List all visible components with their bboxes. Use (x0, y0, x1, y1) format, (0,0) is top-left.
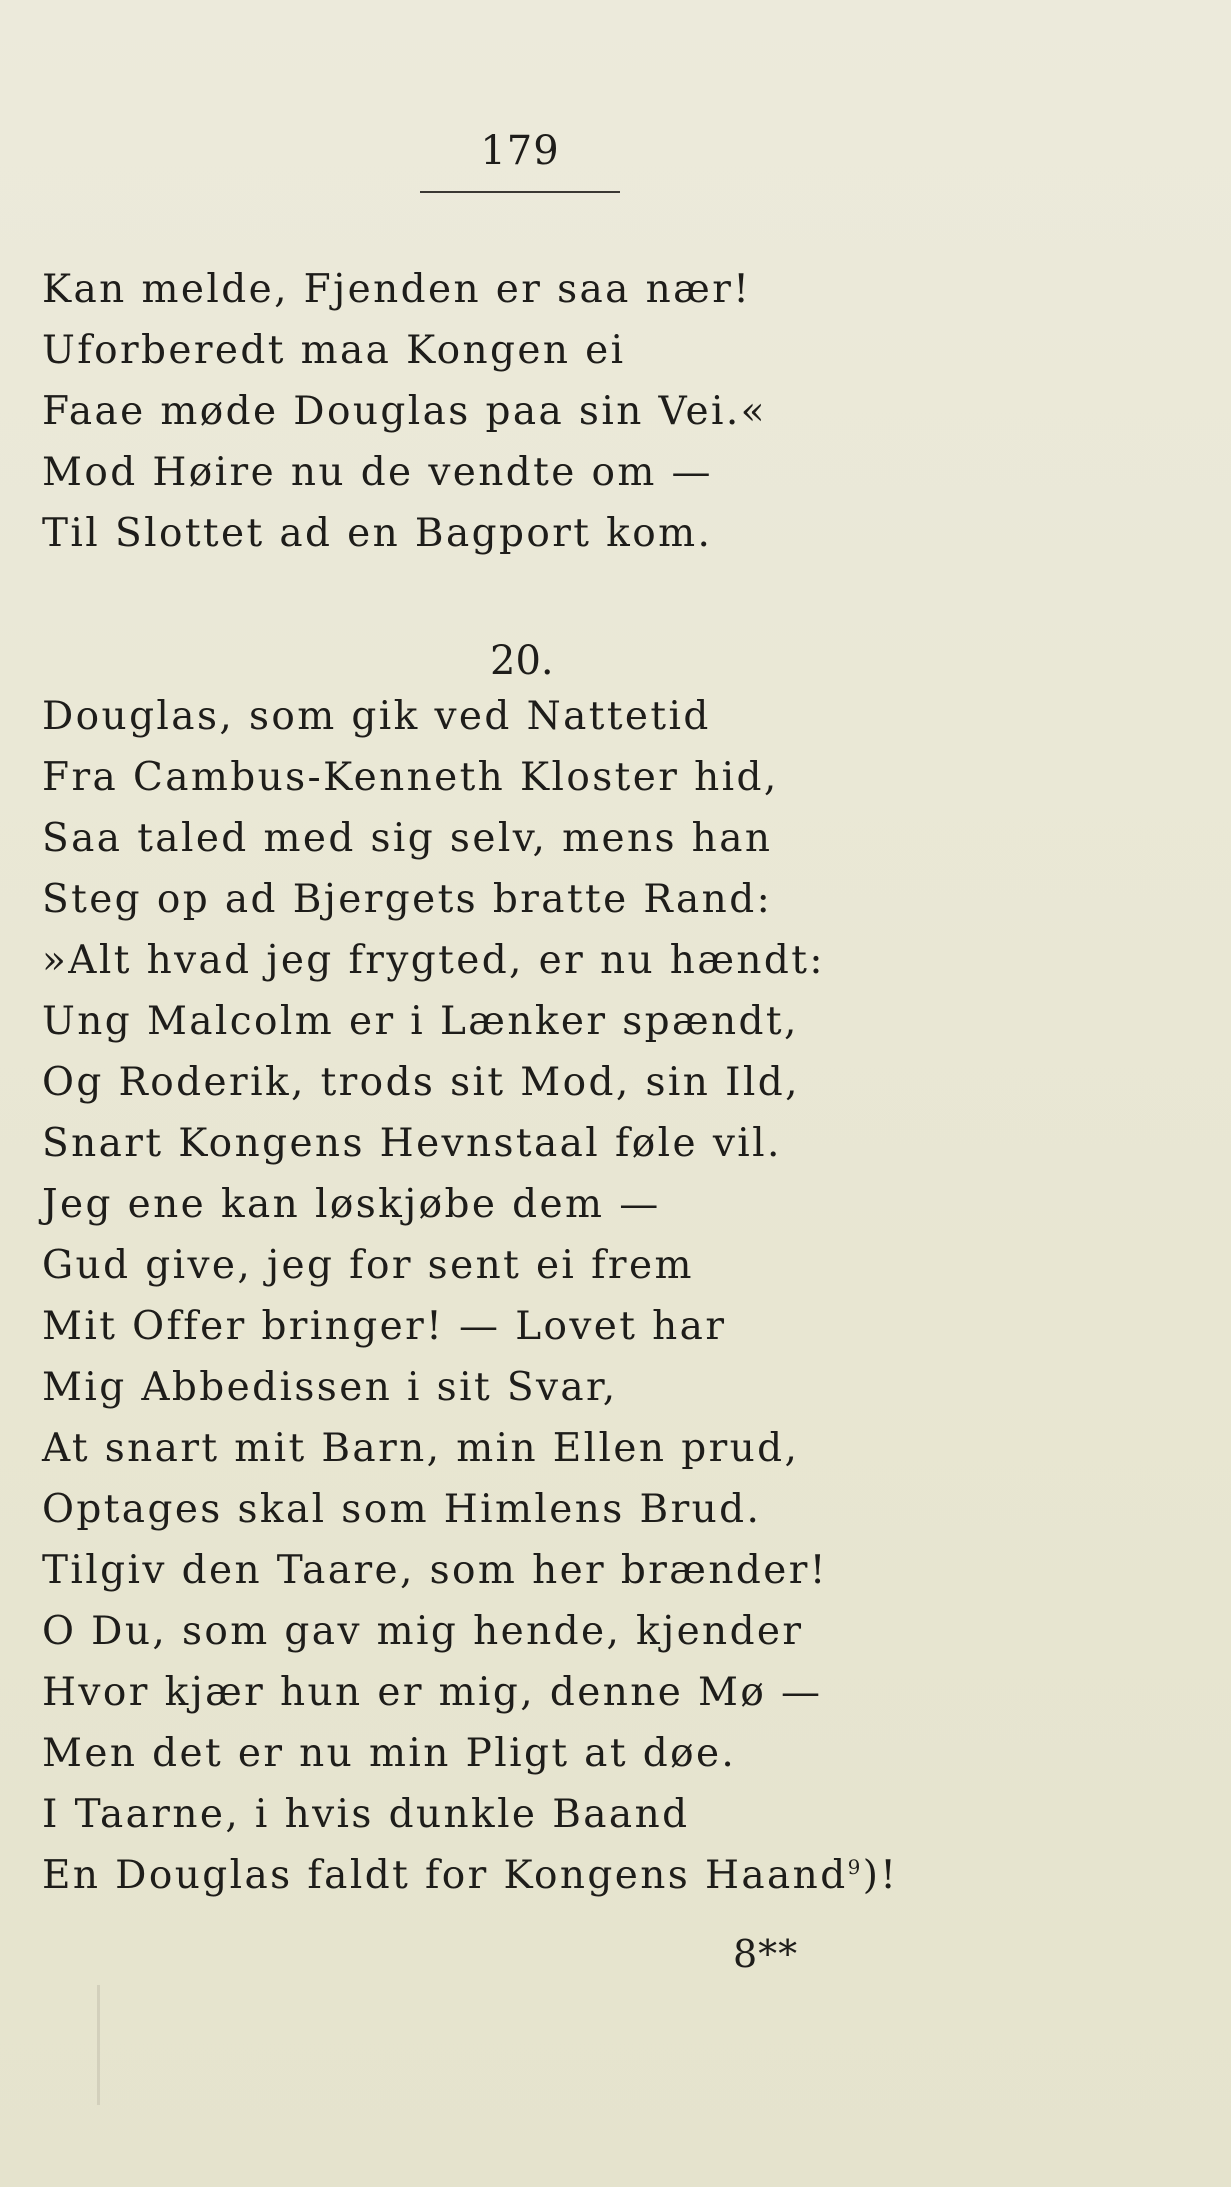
verse-line: Ung Malcolm er i Lænker spændt, (42, 999, 799, 1044)
verse-line: Snart Kongens Hevnstaal føle vil. (42, 1121, 782, 1166)
stanza-20 (42, 694, 899, 1917)
header-rule (420, 191, 620, 193)
verse-line: Steg op ad Bjergets bratte Rand: (42, 877, 773, 922)
verse-line: Fra Cambus-Kenneth Kloster hid, (42, 755, 779, 800)
verse-line: At snart mit Barn, min Ellen prud, (42, 1426, 800, 1471)
footnote-marker: 9 (847, 1855, 863, 1879)
stanza-19-continued (42, 267, 767, 575)
verse-line-last (42, 1853, 899, 1917)
verse-line: Faae møde Douglas paa sin Vei.« (42, 389, 767, 434)
verse-line: »Alt hvad jeg frygted, er nu hændt: (42, 938, 825, 983)
verse-line: Uforberedt maa Kongen ei (42, 328, 626, 373)
verse-line: I Taarne, i hvis dunkle Baand (42, 1792, 690, 1837)
verse-line: Mit Offer bringer! — Lovet har (42, 1304, 727, 1349)
verse-line: Kan melde, Fjenden er saa nær! (42, 267, 752, 312)
verse-line-text: En Douglas faldt for Kongens Haand (42, 1853, 848, 1898)
verse-line: Douglas, som gik ved Nattetid (42, 694, 711, 739)
verse-line: Gud give, jeg for sent ei frem (42, 1243, 694, 1288)
signature-mark: 8** (733, 1932, 799, 1976)
binding-shadow (97, 1985, 100, 2105)
verse-line: Optages skal som Himlens Brud. (42, 1487, 762, 1532)
verse-line: O Du, som gav mig hende, kjender (42, 1609, 804, 1654)
verse-line: Til Slottet ad en Bagport kom. (42, 511, 713, 556)
page-number: 179 (480, 128, 560, 174)
verse-line: Mig Abbedissen i sit Svar, (42, 1365, 618, 1410)
verse-line: Men det er nu min Pligt at døe. (42, 1731, 737, 1776)
verse-line: Og Roderik, trods sit Mod, sin Ild, (42, 1060, 800, 1105)
verse-line: Tilgiv den Taare, som her brænder! (42, 1548, 828, 1593)
verse-line: Saa taled med sig selv, mens han (42, 816, 773, 861)
verse-line: Hvor kjær hun er mig, denne Mø — (42, 1670, 823, 1715)
verse-line: Mod Høire nu de vendte om — (42, 450, 713, 495)
stanza-number: 20. (490, 638, 554, 684)
verse-line: Jeg ene kan løskjøbe dem — (42, 1182, 661, 1227)
verse-line-tail: )! (862, 1853, 899, 1898)
